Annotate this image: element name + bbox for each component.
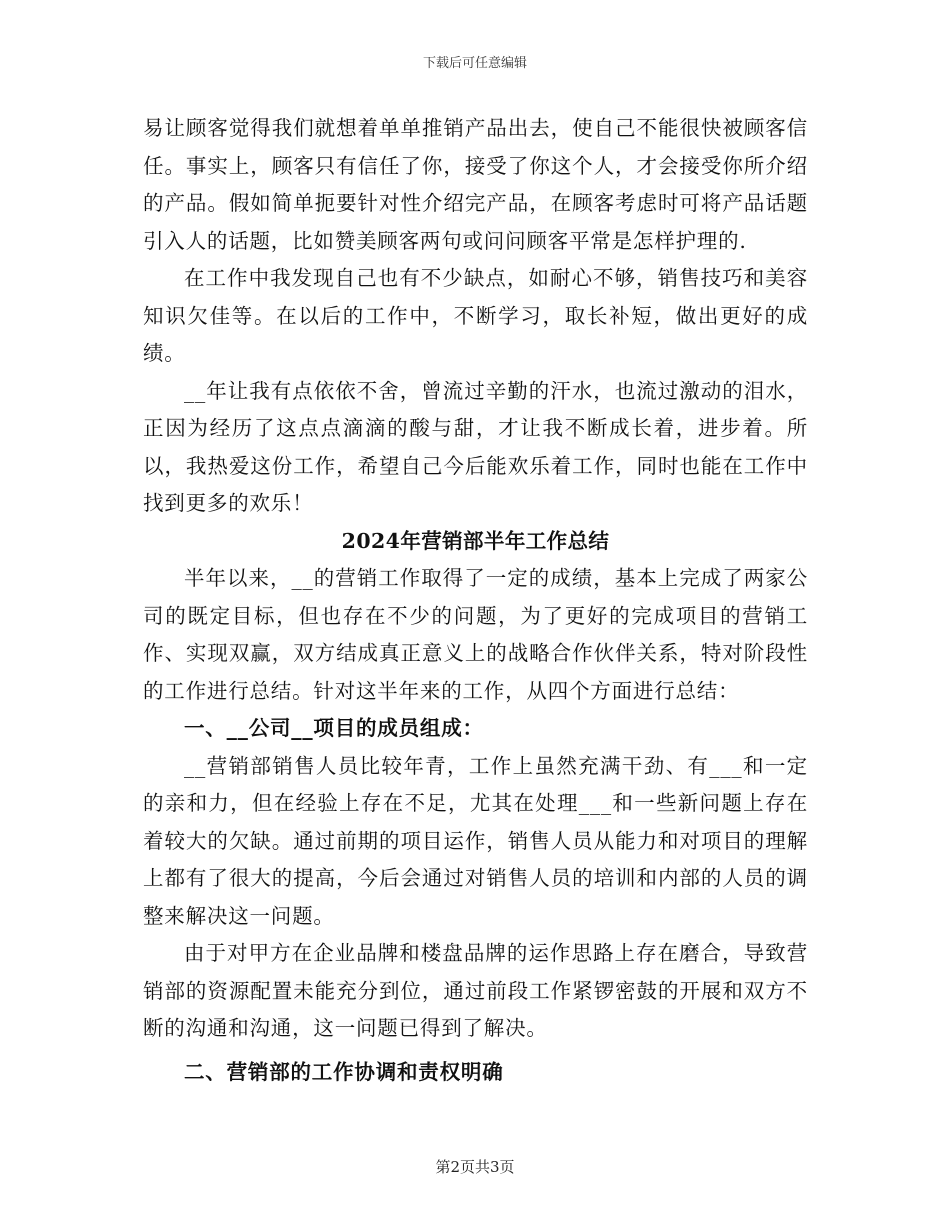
page-footer: 第2页共3页	[435, 1158, 515, 1176]
section-title: 2024年营销部半年工作总结	[341, 528, 610, 553]
paragraph-closing: __年让我有点依依不舍，曾流过辛勤的汗水，也流过激动的泪水，正因为经历了这点点滴滴的酸与甜，才让我不断成长着，进步着。所以，我热爱这份工作，希望自己今后能欢乐着工作，同时也能在工作中找到更多的欢乐！	[143, 378, 808, 515]
page-header: 下载后可任意编辑	[422, 56, 527, 71]
document-body	[143, 110, 808, 1091]
paragraph-continuation: 易让顾客觉得我们就想着单单推销产品出去，使自己不能很快被顾客信任。事实上，顾客只有信任了你，接受了你这个人，才会接受你所介绍的产品。假如简单扼要针对性介绍完产品，在顾客考虑时可将产品话题引入人的话题，比如赞美顾客两句或问问顾客平常是怎样护理的.	[143, 116, 808, 253]
paragraph-sales-staff: __营销部销售人员比较年青，工作上虽然充满干劲、有___和一定的亲和力，但在经验上存在不足，尤其在处理___和一些新问题上存在着较大的欠缺。通过前期的项目运作，销售人员从能力和对项目的理解上都有了很大的提高，今后会通过对销售人员的培训和内部的人员的调整来解决这一问题。	[143, 753, 808, 928]
paragraph-resource-allocation: 由于对甲方在企业品牌和楼盘品牌的运作思路上存在磨合，导致营销部的资源配置未能充分到位，通过前段工作紧锣密鼓的开展和双方不断的沟通和沟通，这一问题已得到了解决。	[143, 941, 808, 1040]
heading-team-composition: 一、__公司__项目的成员组成：	[184, 716, 484, 740]
paragraph-shortcomings: 在工作中我发现自己也有不少缺点，如耐心不够，销售技巧和美容知识欠佳等。在以后的工作中，不断学习，取长补短，做出更好的成绩。	[143, 266, 808, 365]
heading-coordination: 二、营销部的工作协调和责权明确	[184, 1059, 504, 1084]
paragraph-intro: 半年以来，__的营销工作取得了一定的成绩，基本上完成了两家公司的既定目标，但也存在不少的问题，为了更好的完成项目的营销工作、实现双赢，双方结成真正意义上的战略合作伙伴关系，特对阶段性的工作进行总结。针对这半年来的工作，从四个方面进行总结：	[143, 566, 808, 703]
